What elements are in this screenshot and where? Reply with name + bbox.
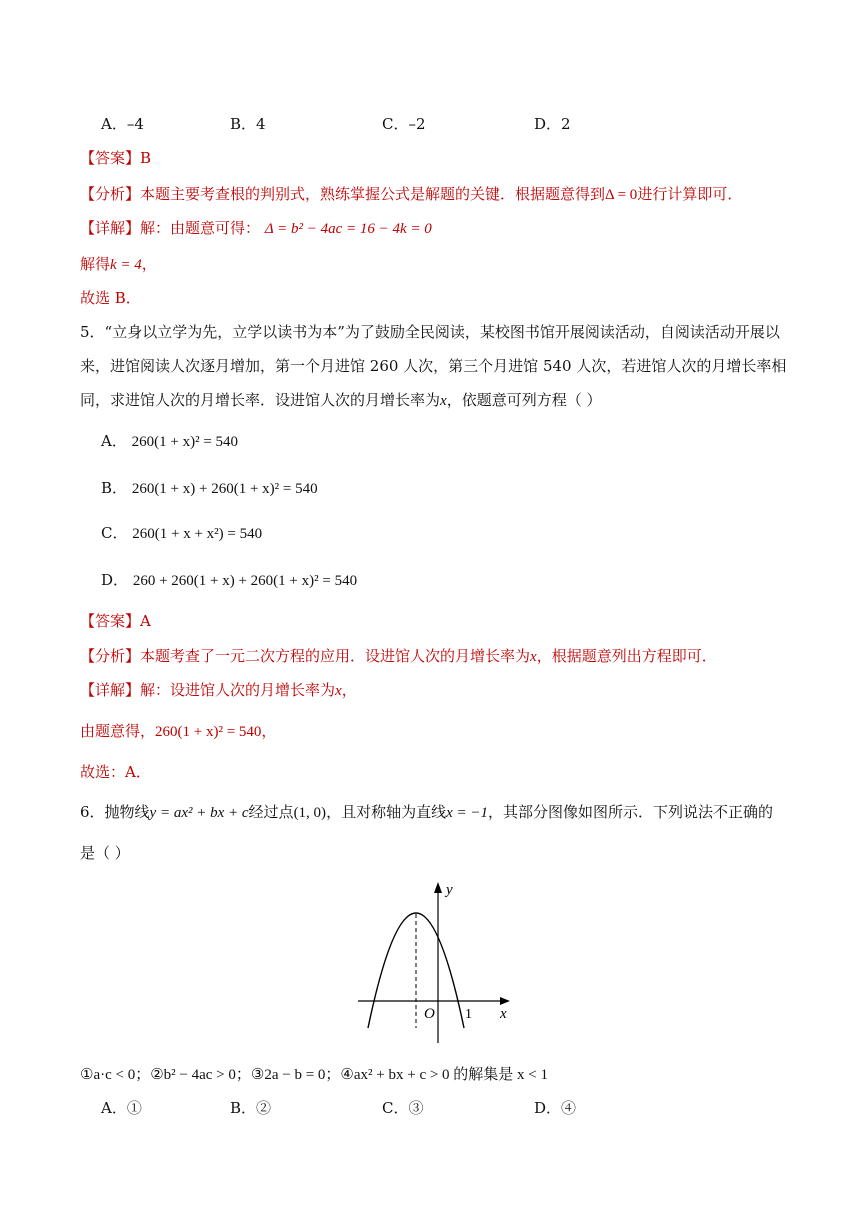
q4-option-a: A．–4	[101, 115, 144, 133]
analysis-text: 本题考查了一元二次方程的应用．设进馆人次的月增长率为	[140, 647, 531, 665]
q4-solve-line	[80, 254, 157, 275]
q5-stem-line2: 来，进馆阅读人次逐月增加，第一个月进馆 260 人次，第三个月进馆 540 人次，若进馆人次的月增长率相	[80, 357, 787, 375]
q4-option-c: C．–2	[382, 115, 426, 133]
parabola-figure	[350, 878, 520, 1048]
analysis-equation: Δ = 0	[605, 187, 638, 203]
stem-text-4: ，其部分图像如图所示．下列说法不正确的	[487, 803, 773, 821]
stem-text: 6．抛物线	[80, 803, 150, 821]
tick-label-one: 1	[465, 1007, 472, 1022]
y-axis-arrow	[434, 882, 442, 893]
analysis-tail: ，根据题意列出方程即可．	[536, 647, 717, 665]
detail-text: 解：设进馆人次的月增长率为	[140, 681, 336, 699]
detail-label: 【详解】	[80, 681, 141, 699]
q5-option-c	[101, 523, 262, 544]
q6-option-b: B．②	[230, 1099, 272, 1117]
analysis-text: 本题主要考查根的判别式，熟练掌握公式是解题的关键．根据题意得到	[140, 185, 606, 203]
option-equation: 260(1 + x + x²) = 540	[132, 526, 263, 542]
equation: 260(1 + x)² = 540	[155, 724, 262, 740]
option-equation: 260(1 + x) + 260(1 + x)² = 540	[131, 481, 318, 497]
stem-tail: ，依题意可列方程（ ）	[446, 391, 602, 409]
solve-equation: k = 4	[110, 257, 142, 273]
q6-stem-line1	[80, 802, 773, 823]
q4-detail	[80, 218, 432, 239]
q6-option-a: A．①	[101, 1099, 142, 1117]
stem-point: (1, 0)	[293, 805, 327, 821]
option-letter: B．	[101, 479, 128, 497]
q6-stem-line2: 是（ ）	[80, 844, 130, 862]
option-equation: 260 + 260(1 + x) + 260(1 + x)² = 540	[132, 573, 358, 589]
origin-label: O	[424, 1006, 435, 1022]
x-axis-label: x	[500, 1006, 507, 1022]
q5-option-d	[101, 570, 357, 591]
equation-tail: ，	[261, 722, 277, 740]
q5-equation-line	[80, 721, 276, 742]
q5-stem-line3	[80, 390, 601, 411]
q4-conclusion: 故选 B．	[80, 289, 141, 307]
q5-answer: 【答案】A	[80, 612, 151, 630]
detail-variable: x	[335, 683, 342, 699]
q6-option-c: C．③	[382, 1099, 424, 1117]
q5-detail	[80, 680, 357, 701]
equation-text: 由题意得，	[80, 722, 156, 740]
q4-option-b: B．4	[230, 115, 266, 133]
solve-text: 解得	[80, 255, 111, 273]
detail-equation: Δ = b² − 4ac = 16 − 4k = 0	[264, 221, 432, 237]
stem-text: 同，求进馆人次的月增长率．设进馆人次的月增长率为	[80, 391, 441, 409]
q4-analysis	[80, 184, 742, 205]
q5-conclusion: 故选：A．	[80, 763, 151, 781]
solve-tail: ，	[141, 255, 157, 273]
q5-analysis	[80, 646, 717, 667]
x-axis-arrow	[500, 997, 510, 1005]
detail-label: 【详解】	[80, 219, 141, 237]
stem-axis: x = −1	[446, 805, 488, 821]
q6-option-d: D．④	[534, 1099, 577, 1117]
q4-answer: 【答案】B	[80, 149, 152, 167]
stem-equation: y = ax² + bx + c	[149, 805, 249, 821]
stem-text-2: 经过点	[248, 803, 294, 821]
option-letter: A．	[101, 432, 127, 450]
q5-option-b	[101, 478, 318, 499]
stem-text-3: ，且对称轴为直线	[326, 803, 447, 821]
analysis-label: 【分析】	[80, 185, 141, 203]
y-axis-label: y	[446, 882, 453, 898]
analysis-label: 【分析】	[80, 647, 141, 665]
q5-stem-line1: 5．“立身以立学为先，立学以读书为本”为了鼓励全民阅读，某校图书馆开展阅读活动，自阅读活动开展以	[80, 323, 780, 341]
analysis-variable: x	[530, 649, 537, 665]
q5-option-a	[101, 431, 238, 452]
analysis-suffix: 进行计算即可．	[637, 185, 743, 203]
option-letter: C．	[101, 524, 128, 542]
detail-tail: ，	[341, 681, 357, 699]
detail-text: 解：由题意可得：	[140, 219, 261, 237]
q4-option-d: D．2	[534, 115, 571, 133]
option-equation: 260(1 + x)² = 540	[131, 434, 239, 450]
option-letter: D．	[101, 571, 129, 589]
q6-statements: ①a·c < 0；②b² − 4ac > 0；③2a − b = 0；④ax² + bx + c > 0 的解集是 x < 1	[80, 1067, 549, 1083]
stem-variable: x	[440, 393, 447, 409]
